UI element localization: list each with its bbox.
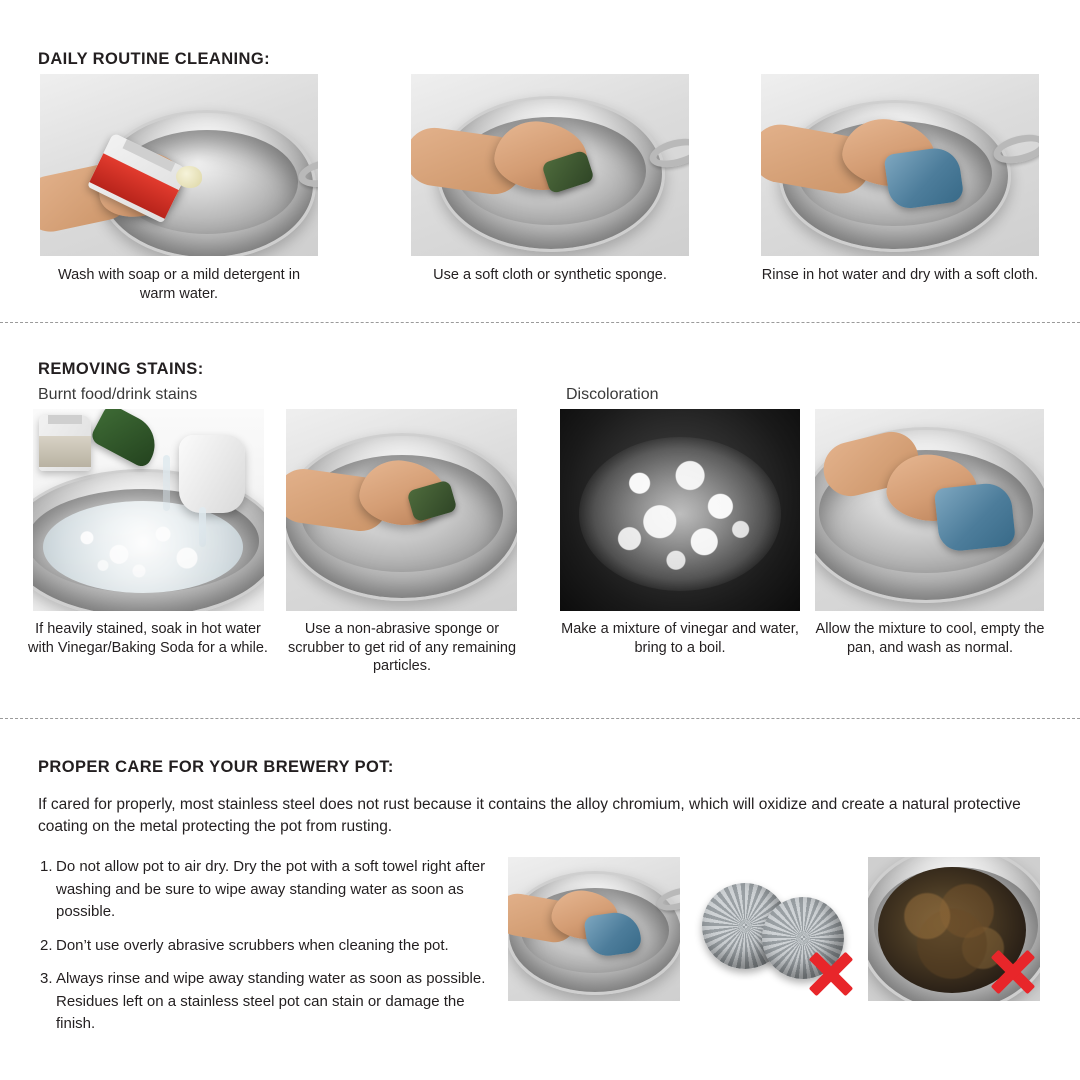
- proper-care-intro: If cared for properly, most stainless steel does not rust because it contains the alloy chromium, which will oxidize and create a natural protective coating on the metal protecting the pot from rusting.: [38, 796, 1021, 836]
- stains-caption-4: Allow the mixture to cool, empty the pan, and wash as normal.: [815, 621, 1045, 656]
- list-item-number: 1.: [40, 858, 53, 875]
- daily-caption-3: Rinse in hot water and dry with a soft cloth.: [761, 267, 1039, 283]
- photo-steel-scrubbers-thumb: [688, 857, 860, 1001]
- discoloration-subtitle: Discoloration: [566, 386, 659, 403]
- removing-stains-title: REMOVING STAINS:: [38, 360, 204, 378]
- photo-hand-with-cloth: [761, 74, 1039, 256]
- photo-hand-pouring-soap: [40, 74, 318, 256]
- stains-caption-3: Make a mixture of vinegar and water, bring to a boil.: [561, 621, 799, 656]
- list-item-text: Always rinse and wipe away standing water as soon as possible. Residues left on a stainless steel pot can stain or damage the finish.: [56, 970, 486, 1032]
- divider-2: [0, 718, 1080, 719]
- stains-caption-2: Use a non-abrasive sponge or scrubber to get rid of any remaining particles.: [287, 621, 517, 675]
- stains-caption-1: If heavily stained, soak in hot water with Vinegar/Baking Soda for a while.: [28, 621, 268, 656]
- photo-pouring-vinegar: [33, 409, 264, 611]
- list-item-text: Do not allow pot to air dry. Dry the pot with a soft towel right after washing and be sure to wipe away standing water as soon as possible.: [56, 858, 486, 920]
- photo-drying-pot-thumb: [508, 857, 680, 1001]
- list-item-number: 3.: [40, 970, 53, 987]
- daily-caption-1: Wash with soap or a mild detergent in warm water.: [57, 267, 301, 302]
- photo-hand-scrubbing: [286, 409, 517, 611]
- divider-1: [0, 322, 1080, 323]
- photo-burnt-pan-thumb: [868, 857, 1040, 1001]
- daily-routine-title: DAILY ROUTINE CLEANING:: [38, 50, 270, 68]
- list-item: [40, 856, 495, 924]
- x-mark-icon: [990, 949, 1036, 995]
- photo-hand-with-sponge: [411, 74, 689, 256]
- proper-care-title: PROPER CARE FOR YOUR BREWERY POT:: [38, 758, 394, 776]
- proper-care-list: [40, 856, 495, 1047]
- list-item: [40, 935, 495, 958]
- burnt-stains-subtitle: Burnt food/drink stains: [38, 386, 198, 403]
- list-item-text: Don’t use overly abrasive scrubbers when cleaning the pot.: [56, 936, 449, 954]
- photo-boiling-water: [560, 409, 800, 611]
- list-item: [40, 968, 495, 1036]
- x-mark-icon: [808, 951, 854, 997]
- photo-wiping-pan-cloth: [815, 409, 1044, 611]
- list-item-number: 2.: [40, 936, 53, 954]
- daily-caption-2: Use a soft cloth or synthetic sponge.: [433, 267, 667, 283]
